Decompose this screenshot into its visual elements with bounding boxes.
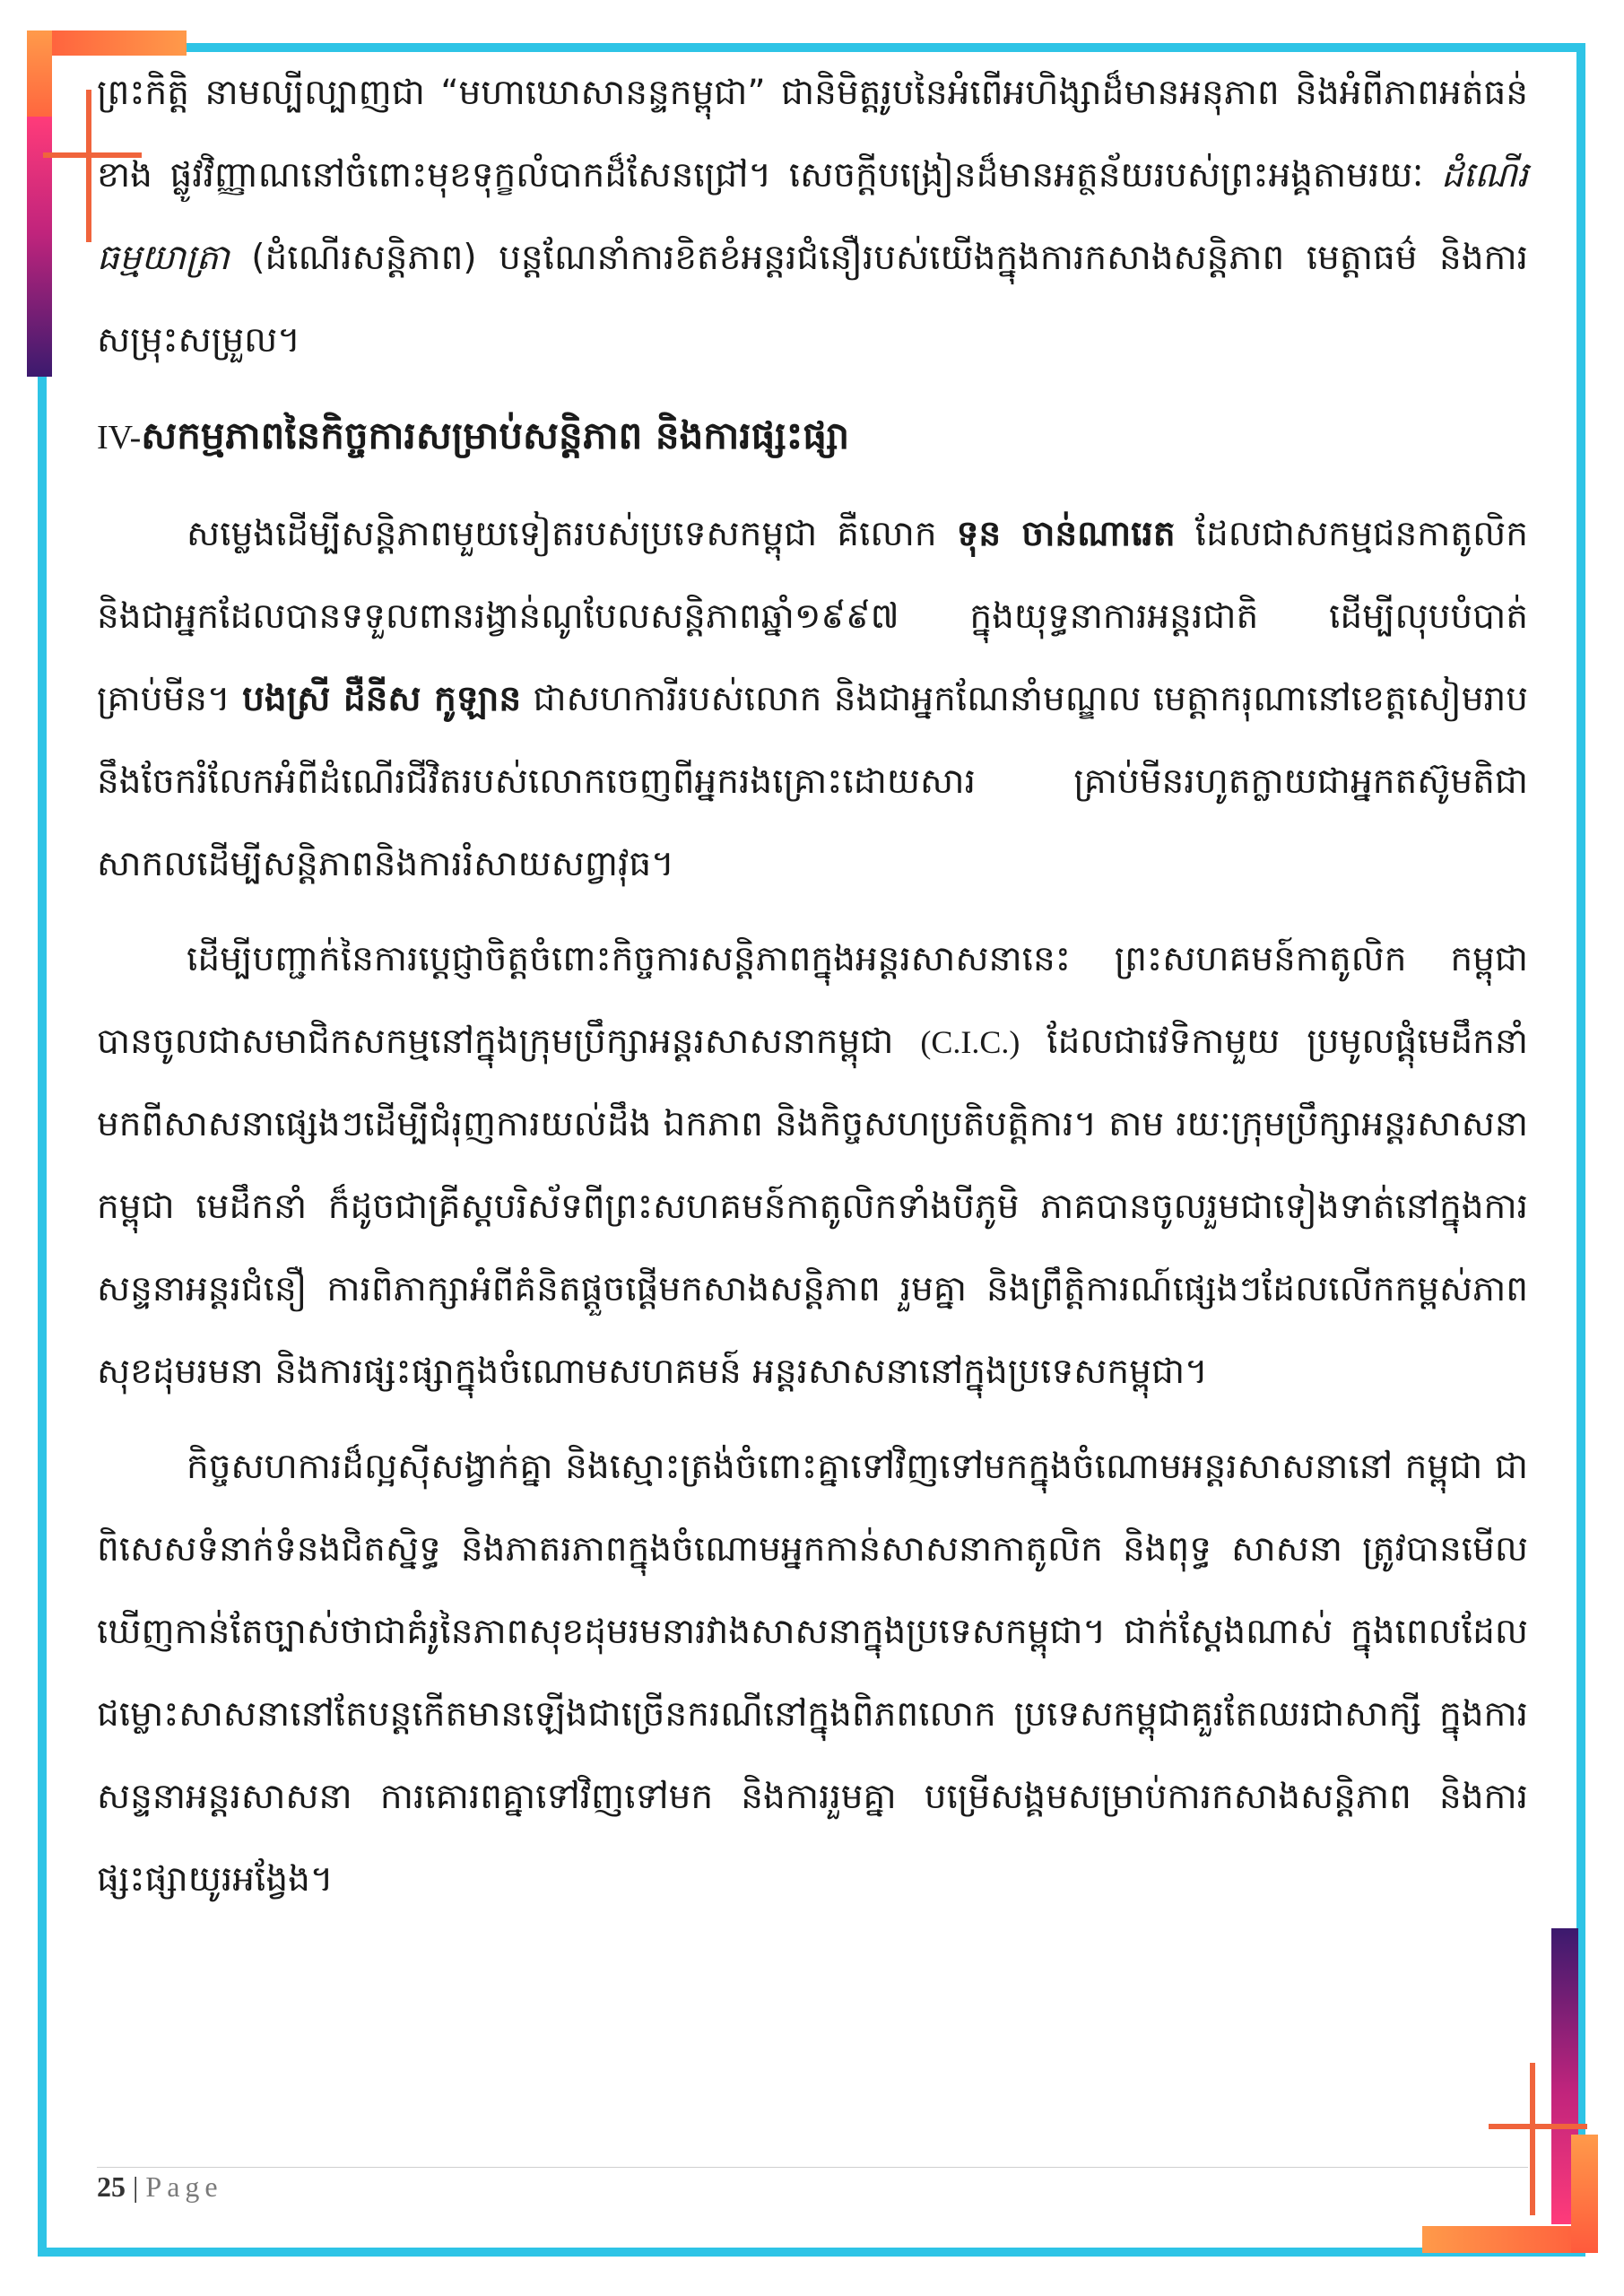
page-number: 25 — [97, 2170, 126, 2203]
person-name-1: ទុន ចាន់ណារេត — [956, 514, 1176, 554]
corner-accent-bottom-right-vertical — [1571, 2135, 1598, 2253]
footer-rule — [97, 2167, 1528, 2168]
page-label: Page — [145, 2170, 223, 2203]
paragraph-interfaith-text-b: ដែលជាវេទិកាមួយ ប្រមូលផ្តុំមេដឹកនាំមកពីសាសនាផ្សេងៗដើម្បីជំរុញការយល់ដឹង ឯកភាព និងកិច្ចសហប្រតិបត្តិការ។ តាម រយៈក្រុមប្រឹក្សាអន្តរសាសនាកម្ពុជា មេដឹកនាំ ក៏ដូចជាគ្រីស្តបរិស័ទពីព្រះសហគមន៍កាតូលិកទាំងបីភូមិ ភាគបានចូលរួមជាទៀងទាត់នៅក្នុងការសន្ទនាអន្តរជំនឿ ការពិភាក្សាអំពីគំនិតផ្តួចផ្តើមកសាងសន្តិភាព រួមគ្នា និងព្រឹត្តិការណ៍ផ្សេងៗដែលលើកកម្ពស់ភាពសុខដុមរមនា និងការផ្សះផ្សាក្នុងចំណោមសហគមន៍ អន្តរសាសនានៅក្នុងប្រទេសកម្ពុជា។ — [97, 1022, 1528, 1392]
paragraph-intro-text-b: (ដំណើរសន្តិភាព) បន្តណែនាំការខិតខំអន្តរជំនឿរបស់យើងក្នុងការកសាងសន្តិភាព មេត្តាធម៌ និងការសម្រុះសម្រួល។ — [97, 238, 1528, 361]
section-number: IV- — [97, 419, 142, 457]
paragraph-peace-voice-text-a: សម្លេងដើម្បីសន្តិភាពមួយទៀតរបស់ប្រទេសកម្ពុជា គឺលោក — [187, 514, 957, 554]
section-heading — [97, 400, 1528, 474]
paragraph-intro-text-a: ព្រះកិត្តិ នាមល្បីល្បាញជា “មហាឃោសានន្ទកម្ពុជា” ជានិមិត្តរូបនៃអំពើអហិង្សាដ៏មានអនុភាព និងអំពីភាពអត់ធន់ខាង ផ្លូវវិញ្ញាណនៅចំពោះមុខទុក្ខលំបាកដ៏សែនជ្រៅ។ សេចក្តីបង្រៀនដ៏មានអត្ថន័យរបស់ព្រះអង្គតាមរយៈ — [97, 73, 1528, 196]
cross-accent-left-vertical — [86, 90, 91, 242]
paragraph-intro-italic: ដំណើរធម្មយាត្រា — [97, 155, 1528, 278]
paragraph-intro — [97, 52, 1528, 382]
paragraph-peace-voice-text-c: ជាសហការីរបស់លោក និងជាអ្នកណែនាំមណ្ឌល មេត្តាករុណានៅខេត្តសៀមរាប នឹងចែករំលែកអំពីដំណើរជីវិតរបស់លោកចេញពីអ្នករងគ្រោះដោយសារ គ្រាប់មីនរហូតក្លាយជាអ្នកតស៊ូមតិជាសាកលដើម្បីសន្តិភាពនិងការរំសាយសព្វាវុធ។ — [97, 679, 1528, 884]
cross-accent-right-vertical — [1530, 2063, 1535, 2215]
paragraph-peace-voice-text-b: ដែលជាសកម្មជនកាតូលិក និងជាអ្នកដែលបានទទួលពានរង្វាន់ណូបែលសន្តិភាពឆ្នាំ១៩៩៧ ក្នុងយុទ្ធនាការអន្តរជាតិ ដើម្បីលុបបំបាត់គ្រាប់មីន។ — [97, 514, 1528, 719]
paragraph-interfaith-text-a: ដើម្បីបញ្ជាក់នៃការប្តេជ្ញាចិត្តចំពោះកិច្ចការសន្តិភាពក្នុងអន្តរសាសនានេះ ព្រះសហគមន៍កាតូលិក កម្ពុជា បានចូលជាសមាជិកសកម្មនៅក្នុងក្រុមប្រឹក្សាអន្តរសាសនាកម្ពុជា — [97, 939, 1528, 1062]
paragraph-interfaith-council — [97, 918, 1528, 1413]
paragraph-cooperation: កិច្ចសហការដ៏ល្អស៊ីសង្វាក់គ្នា និងស្មោះត្រង់ចំពោះគ្នាទៅវិញទៅមកក្នុងចំណោមអន្តរសាសនានៅ កម្ពុជា ជាពិសេសទំនាក់ទំនងជិតស្និទ្ធ និងភាតរភាពក្នុងចំណោមអ្នកកាន់សាសនាកាតូលិក និងពុទ្ធ សាសនា ត្រូវបានមើលឃើញកាន់តែច្បាស់ថាជាគំរូនៃភាពសុខដុមរមនារវាងសាសនាក្នុងប្រទេសកម្ពុជា។ ជាក់ស្តែងណាស់ ក្នុងពេលដែលជម្លោះសាសនានៅតែបន្តកើតមានឡើងជាច្រើនករណីនៅក្នុងពិភពលោក ប្រទេសកម្ពុជាគួរតែឈរជាសាក្សី ក្នុងការសន្ទនាអន្តរសាសនា ការគោរពគ្នាទៅវិញទៅមក និងការរួមគ្នា បម្រើសង្គមសម្រាប់ការកសាងសន្តិភាព និងការផ្សះផ្សាយូរអង្វែង។ — [97, 1447, 1528, 1900]
footer-separator: | — [133, 2170, 139, 2203]
section-title: សកម្មភាពនៃកិច្ចការសម្រាប់សន្តិភាព និងការផ្សះផ្សា — [141, 413, 850, 457]
paragraph-peace-voice — [97, 493, 1528, 906]
page-content — [97, 52, 1528, 1921]
person-name-2: បងស្រី ដឺនីស កូឡាន — [242, 679, 522, 719]
council-abbreviation: (C.I.C.) — [920, 1024, 1020, 1060]
page-footer — [97, 2170, 1528, 2204]
cross-accent-right-horizontal — [1489, 2124, 1587, 2129]
